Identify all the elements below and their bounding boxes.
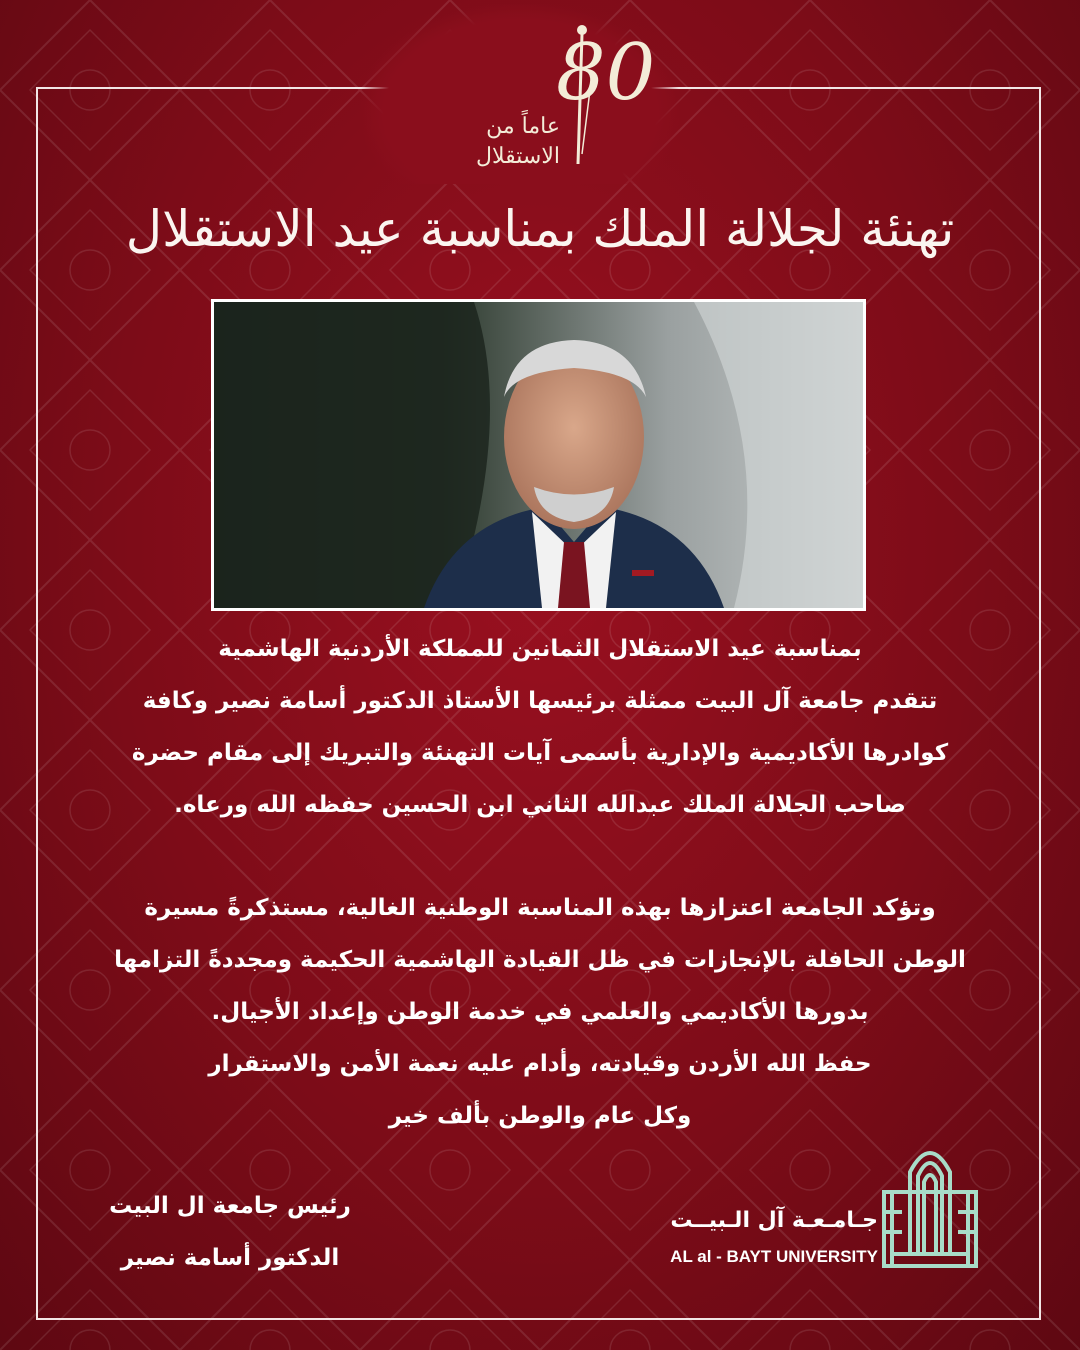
message-paragraph-1 (60, 623, 1020, 831)
university-name-english: AL al - BAYT UNIVERSITY (670, 1247, 878, 1266)
king-portrait-photo (211, 299, 866, 611)
message-line: تتقدم جامعة آل البيت ممثلة برئيسها الأستاذ الدكتور أسامة نصير وكافة (142, 688, 938, 714)
message-line: وتؤكد الجامعة اعتزازها بهذه المناسبة الوطنية الغالية، مستذكرةً مسيرة (144, 895, 936, 921)
message-line: كوادرها الأكاديمية والإدارية بأسمى آيات التهنئة والتبريك إلى مقام حضرة (131, 740, 949, 766)
signature-title: رئيس جامعة ال البيت (109, 1193, 351, 1219)
message-line: بمناسبة عيد الاستقلال الثمانين للمملكة الأردنية الهاشمية (218, 636, 862, 662)
message-line: صاحب الجلالة الملك عبدالله الثاني ابن الحسين حفظه الله ورعاه. (174, 792, 906, 818)
signature-block (60, 1180, 400, 1284)
university-name-arabic: جـامـعـة آل الـبيــت (670, 1208, 878, 1233)
page-title: تهنئة لجلالة الملك بمناسبة عيد الاستقلال (125, 200, 955, 258)
message-line: حفظ الله الأردن وقيادته، وأدام عليه نعمة الأمن والاستقرار (208, 1051, 872, 1077)
message-line: الوطن الحافلة بالإنجازات في ظل القيادة الهاشمية الحكيمة ومجددةً التزامها (114, 947, 966, 973)
emblem-number: 80 (556, 28, 656, 118)
emblem-text-line1: عاماً من (486, 114, 560, 139)
emblem-text-line2: الاستقلال (476, 144, 560, 169)
university-logo-icon (880, 1132, 980, 1272)
message-line: بدورها الأكاديمي والعلمي في خدمة الوطن وإعداد الأجيال. (211, 999, 869, 1025)
message-paragraph-2 (60, 882, 1020, 1142)
signature-name: الدكتور أسامة نصير (120, 1245, 340, 1271)
message-line: وكل عام والوطن بألف خير (388, 1103, 692, 1129)
independence-80-emblem (360, 4, 680, 184)
